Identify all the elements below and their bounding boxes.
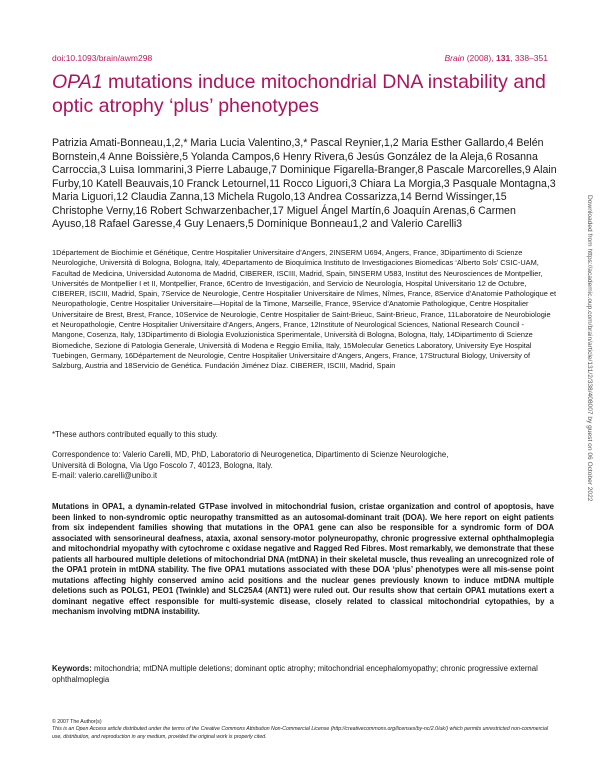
journal-citation <box>444 53 548 63</box>
title-rest: mutations induce mitochondrial DNA instability and optic atrophy ‘plus’ phenotypes <box>52 71 546 117</box>
abstract: Mutations in OPA1, a dynamin-related GTPase involved in mitochondrial fusion, cristae organization and control of apoptosis, have been linked to non-syndromic optic neuropathy transmitted as an autosomal-dominant trait (DOA). We here report on eight patients from six independent families showing that mutations in the OPA1 gene can also be responsible for a syndromic form of DOA associated with sensorineural deafness, ataxia, axonal sensory-motor polyneuropathy, chronic progressive external ophthalmoplegia and mitochondrial myopathy with cytochrome c oxidase negative and Ragged Red Fibres. Most remarkably, we demonstrate that these patients all harboured multiple deletions of mitochondrial DNA (mtDNA) in their skeletal muscle, thus revealing an unrecognized role of the OPA1 protein in mtDNA stability. The five OPA1 mutations associated with these DOA ‘plus’ phenotypes were all mis-sense point mutations affecting highly conserved amino acid positions and the nuclear genes previously known to induce mtDNA multiple deletions such as POLG1, PEO1 (Twinkle) and SLC25A4 (ANT1) were ruled out. Our results show that certain OPA1 mutations exert a dominant negative effect responsible for multi-systemic disease, closely related to classical mitochondrial cytopathies, by a mechanism involving mtDNA instability. <box>52 502 554 616</box>
keywords-label: Keywords: <box>52 664 92 673</box>
correspondence-line-2: Università di Bologna, Via Ugo Foscolo 7, 40123, Bologna, Italy. <box>52 460 273 470</box>
download-watermark <box>584 195 594 555</box>
correspondence <box>52 450 552 482</box>
journal-pages: , 338–351 <box>510 53 548 63</box>
keywords <box>52 664 554 685</box>
download-watermark-text: Downloaded from https://academic.oup.com/brain/article/131/2/338/408007 by guest on 06 October 2022 <box>586 195 593 502</box>
affiliations: 1Département de Biochimie et Génétique, Centre Hospitalier Universitaire d’Angers, 2INSERM U694, Angers, France, 3Dipartimento di Scienze Neurologiche, Università di Bologna, Bologna, Italy, 4Departamento de Bioquímica Instituto de Investigaciones Biomedicas ‘Alberto Sols’ CSIC-UAM, Facultad de Medicina, Universidad Autonoma de Madrid, CIBERER, ISCIII, Madrid, Spain, 5INSERM U583, Institut des Neurosciences de Montpellier, Universités de Montpellier I et II, Montpellier, France, 6Centro de Investigación, and Servicio de Neurología, Hospital Universitario 12 de Octubre, CIBERER, ISCIII, Madrid, Spain, 7Service de Neurologie, Centre Hospitalier Universitaire de Nîmes, Nîmes, France, 8Service d’Anatomie Pathologique et Neuropathologie, Centre Hospitalier Universitaire—Hopital de la Timone, Marseille, France, 9Service d’Anatomie Pathologique, Centre Hospitalier Universitaire de Brest, Brest, France, 10Service de Neurologie, Centre Hospitalier de Saint-Brieuc, Saint-Brieuc, France, 11Laboratoire de Neurobiologie et Neuropathologie, Centre Hospitalier Universitaire d’Angers, Angers, France, 12Institute of Neurological Sciences, National Research Council - Mangone, Cosenza, Italy, 13Dipartimento di Biologia Evoluzionistica Sperimentale, Università di Bologna, Bologna, Italy, 14Dipartimento di Scienze Biomediche, Sezione di Patologia Generale, Università di Modena e Reggio Emilia, Italy, 15Molecular Genetics Laboratory, University Eye Hospital Tuebingen, Germany, 16Département de Neurologie, Centre Hospitalier Universitaire d’Angers, Angers, France, 17Structural Biology, University of Salzburg, Austria and 18Servicio de Genética. Fundación Jiménez Díaz. CIBERER, ISCIII, Madrid, Spain <box>52 248 557 371</box>
license-text: This is an Open Access article distributed under the terms of the Creative Commons Attribution Non-Commercial License (http://creativecommons.org/licenses/by-nc/2.0/uk/) which permits unrestricted non-commercial use, distribution, and reproduction in any medium, provided the original work is properly cited. <box>52 726 549 740</box>
correspondence-email[interactable]: E-mail: valerio.carelli@unibo.it <box>52 471 157 480</box>
journal-name: Brain <box>444 53 465 63</box>
correspondence-line-1: Correspondence to: Valerio Carelli, MD, PhD, Laboratorio di Neurogenetica, Dipartimento di Scienze Neurologiche, <box>52 450 449 459</box>
license-notice <box>52 719 552 741</box>
article-title <box>52 70 552 118</box>
journal-volume: 131 <box>495 53 511 63</box>
copyright-line: © 2007 The Author(s) <box>52 719 102 725</box>
author-list: Patrizia Amati-Bonneau,1,2,* Maria Lucia Valentino,3,* Pascal Reynier,1,2 Maria Esther Gallardo,4 Belén Bornstein,4 Anne Boissière,5 Yolanda Campos,6 Henry Rivera,6 Jesús González de la Aleja,6 Rosanna Carroccia,3 Luisa Iommarini,3 Pierre Labauge,7 Dominique Figarella-Branger,8 Pascale Marcorelles,9 Alain Furby,10 Katell Beauvais,10 Franck Letournel,11 Rocco Liguori,3 Chiara La Morgia,3 Pasquale Montagna,3 Maria Liguori,12 Claudia Zanna,13 Michela Rugolo,13 Andrea Cossarizza,14 Bernd Wissinger,15 Christophe Verny,16 Robert Schwarzenbacher,17 Miguel Ángel Martín,6 Joaquín Arenas,6 Carmen Ayuso,18 Rafael Garesse,4 Guy Lenaers,5 Dominique Bonneau1,2 and Valerio Carelli3 <box>52 137 557 230</box>
journal-year: (2008), <box>466 53 496 63</box>
keywords-text: mitochondria; mtDNA multiple deletions; dominant optic atrophy; mitochondrial encephalomyopathy; chronic progressive external ophthalmoplegia <box>52 664 538 684</box>
equal-contribution-note: *These authors contributed equally to this study. <box>52 430 218 439</box>
title-gene: OPA1 <box>52 71 103 93</box>
doi-link[interactable]: doi:10.1093/brain/awm298 <box>52 53 153 63</box>
